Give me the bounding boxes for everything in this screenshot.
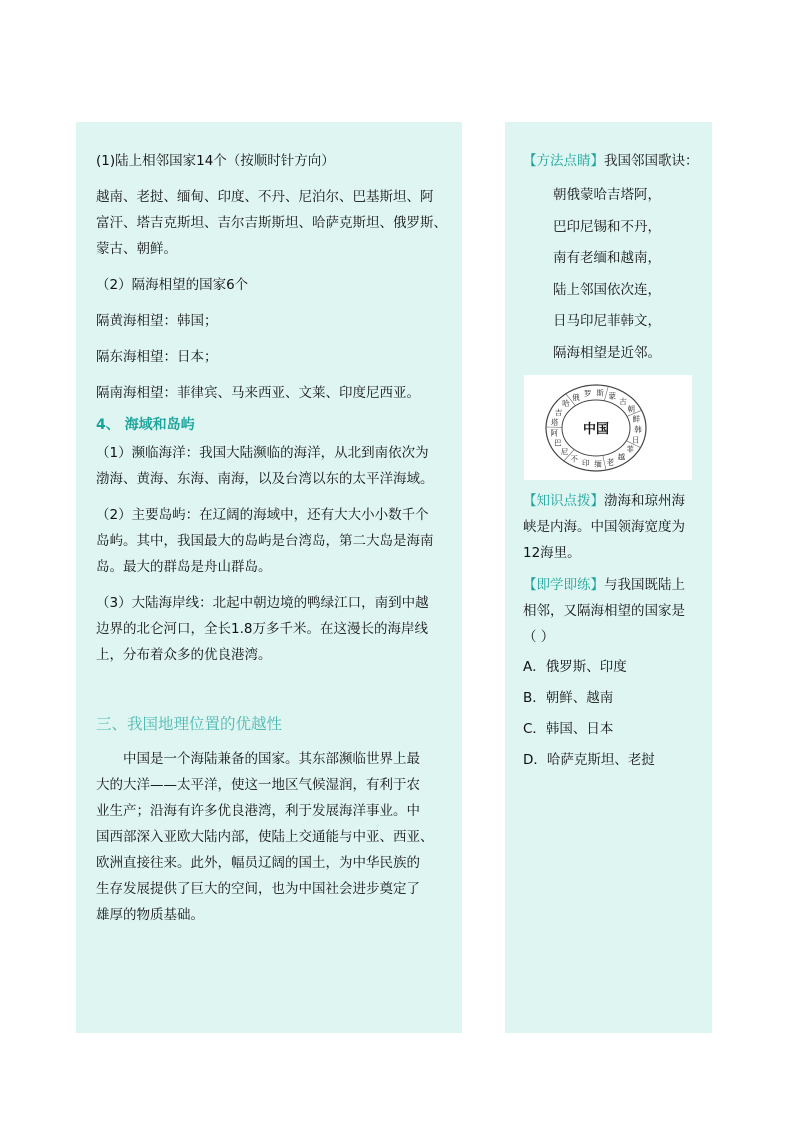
ocean-line: （1）濒临海洋：我国大陆濒临的海洋，从北到南依次为 bbox=[96, 445, 429, 461]
neighbors-list-line: 富汗、塔吉克斯坦、吉尔吉斯斯坦、哈萨克斯坦、俄罗斯、 bbox=[96, 215, 447, 231]
ring-country-label: 阿 bbox=[550, 428, 559, 438]
poem-line: 日马印尼菲韩文， bbox=[553, 313, 661, 329]
ring-country-label: 印 bbox=[581, 458, 590, 468]
ring-country-label: 越 bbox=[617, 452, 626, 462]
ring-divider bbox=[603, 455, 606, 470]
neighbors-title: (1)陆上相邻国家14个（按顺时针方向） bbox=[96, 153, 335, 169]
practice-line: 相邻，又隔海相望的国家是 bbox=[523, 603, 685, 619]
advantage-line: 雄厚的物质基础。 bbox=[96, 907, 204, 923]
ring-country-label: 朝 bbox=[627, 404, 636, 414]
coast-line: 边界的北仑河口，全长1.8万多千米。在这漫长的海岸线 bbox=[96, 621, 428, 637]
ring-country-label: 缅 bbox=[594, 459, 602, 469]
ring-country-label: 塔 bbox=[550, 417, 559, 427]
advantage-line: 国西部深入亚欧大陆内部，使陆上交通能与中亚、西亚、 bbox=[96, 829, 434, 845]
left-content-panel bbox=[76, 122, 462, 1033]
yellow-sea-line: 隔黄海相望：韩国； bbox=[96, 313, 218, 329]
island-line: （2）主要岛屿：在辽阔的海域中，还有大大小小数千个 bbox=[96, 507, 429, 523]
answer-option-c: C．韩国、日本 bbox=[523, 721, 614, 737]
ring-country-label: 蒙 bbox=[608, 391, 617, 401]
method-text: 我国邻国歌诀： bbox=[604, 153, 699, 169]
ring-country-label: 斯 bbox=[596, 388, 604, 398]
ring-country-label: 吉 bbox=[554, 407, 563, 417]
south-sea-line: 隔南海相望：菲律宾、马来西亚、文莱、印度尼西亚。 bbox=[96, 385, 420, 401]
knowledge-tip bbox=[523, 488, 702, 514]
section-title-3: 三、我国地理位置的优越性 bbox=[96, 715, 283, 733]
ring-country-label: 韩 bbox=[634, 424, 642, 434]
neighbors-list-line: 蒙古、朝鲜。 bbox=[96, 241, 177, 257]
answer-option-d: D．哈萨克斯坦、老挝 bbox=[523, 752, 655, 768]
ring-country-label: 哈 bbox=[562, 399, 570, 409]
ring-country-label: 鲜 bbox=[632, 414, 641, 424]
right-sidebar-panel bbox=[505, 122, 712, 1033]
knowledge-tag: 【知识点拨】 bbox=[523, 493, 604, 509]
advantage-line: 大的大洋——太平洋，使这一地区气候湿润，有利于农 bbox=[96, 777, 420, 793]
ring-country-label: 菲 bbox=[626, 444, 634, 454]
ring-country-label: 俄 bbox=[572, 392, 580, 402]
coast-line: （3）大陆海岸线：北起中朝边境的鸭绿江口，南到中越 bbox=[96, 595, 429, 611]
practice-line: （ ） bbox=[523, 629, 555, 645]
ring-country-label: 老 bbox=[606, 457, 615, 467]
advantage-line: 生存发展提供了巨大的空间，也为中国社会进步奠定了 bbox=[96, 881, 420, 897]
island-line: 岛屿。其中，我国最大的岛屿是台湾岛，第二大岛是海南 bbox=[96, 533, 434, 549]
answer-option-a: A．俄罗斯、印度 bbox=[523, 659, 627, 675]
advantage-line: 业生产；沿海有许多优良港湾，利于发展海洋事业。中 bbox=[96, 803, 420, 819]
neighbors-list-line: 越南、老挝、缅甸、印度、不丹、尼泊尔、巴基斯坦、阿 bbox=[96, 189, 434, 205]
knowledge-line: 峡是内海。中国领海宽度为 bbox=[523, 519, 685, 535]
coast-line: 上，分布着众多的优良港湾。 bbox=[96, 647, 272, 663]
practice-text: 与我国既陆上 bbox=[604, 577, 685, 593]
east-sea-line: 隔东海相望：日本； bbox=[96, 349, 218, 365]
section-heading-4: 4、 海域和岛屿 bbox=[96, 417, 195, 433]
island-line: 岛。最大的群岛是舟山群岛。 bbox=[96, 559, 272, 575]
answer-option-b: B．朝鲜、越南 bbox=[523, 690, 614, 706]
ring-country-label: 古 bbox=[619, 396, 627, 406]
method-tip bbox=[523, 148, 702, 174]
knowledge-line: 12海里。 bbox=[523, 545, 581, 561]
practice-tag: 【即学即练】 bbox=[523, 577, 604, 593]
poem-line: 南有老缅和越南， bbox=[553, 250, 661, 266]
method-tag: 【方法点睛】 bbox=[523, 153, 604, 169]
poem-line: 巴印尼锡和不丹， bbox=[553, 218, 661, 235]
neighbor-ring-diagram bbox=[524, 375, 692, 480]
practice-tip bbox=[523, 572, 702, 598]
ring-country-label: 不 bbox=[570, 454, 578, 464]
diagram-center-label: 中国 bbox=[582, 422, 610, 437]
ring-country-label: 罗 bbox=[583, 389, 592, 399]
advantage-line: 中国是一个海陆兼备的国家。其东部濒临世界上最 bbox=[123, 751, 420, 767]
advantage-line: 欧洲直接往来。此外，幅员辽阔的国土，为中华民族的 bbox=[96, 855, 420, 871]
knowledge-text: 渤海和琼州海 bbox=[604, 493, 685, 509]
ring-country-label: 日 bbox=[632, 435, 640, 445]
ring-country-label: 巴 bbox=[553, 438, 562, 448]
ring-country-label: 尼 bbox=[560, 447, 569, 457]
poem-line: 朝俄蒙哈吉塔阿， bbox=[553, 187, 661, 203]
poem-line: 陆上邻国依次连， bbox=[553, 281, 661, 298]
poem-line: 隔海相望是近邻。 bbox=[553, 344, 661, 361]
ocean-line: 渤海、黄海、东海、南海，以及台湾以东的太平洋海域。 bbox=[96, 471, 434, 487]
sea-neighbors-title: （2）隔海相望的国家6个 bbox=[96, 277, 249, 293]
